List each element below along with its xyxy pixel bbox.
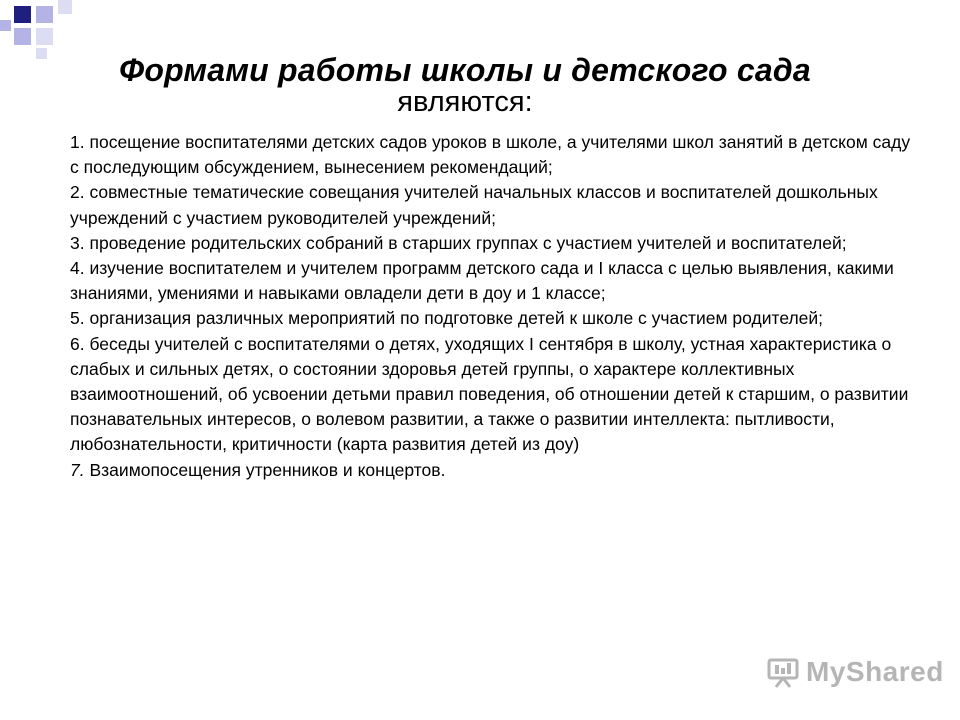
item-text: беседы учителей с воспитателями о детях, уходящих I сентября в школу, устная характеристика о слабых и сильных детях, о состоянии здоровья детей группы, о характере коллективных взаимоотношений, об усвоении детьми правил поведения, об отношении детей к старшим, о развитии познавательных интересов, о волевом развитии, а также о развитии интеллекта: пытливости, любознательности, критичности (карта развития детей из доу) xyxy=(70,333,909,455)
item-number: 3. xyxy=(70,232,85,253)
item-number: 5. xyxy=(70,308,85,329)
slide-body xyxy=(70,130,920,483)
list-item xyxy=(70,130,920,180)
presentation-board-icon xyxy=(766,655,800,689)
item-text: посещение воспитателями детских садов уроков в школе, а учителями школ занятий в детском саду с последующим обсуждением, вынесением рекомендаций; xyxy=(70,132,911,178)
slide-title-continuation: являются: xyxy=(397,86,533,118)
logo-text: MyShared xyxy=(806,656,944,687)
item-number: 2. xyxy=(70,182,85,203)
list-item xyxy=(70,256,920,306)
slide-title: Формами работы школы и детского сада xyxy=(119,52,811,88)
list-item xyxy=(70,231,920,256)
item-number: 4. xyxy=(70,258,85,279)
item-number: 6. xyxy=(70,333,85,354)
item-text: проведение родительских собраний в старших группах с участием учителей и воспитателей; xyxy=(89,232,847,253)
item-number: 7. xyxy=(70,459,85,480)
myshared-logo xyxy=(766,652,944,692)
list-item xyxy=(70,458,920,483)
item-text: организация различных мероприятий по подготовке детей к школе с участием родителей; xyxy=(89,308,824,329)
item-text: Взаимопосещения утренников и концертов. xyxy=(89,459,446,480)
list-item xyxy=(70,332,920,458)
item-text: совместные тематические совещания учителей начальных классов и воспитателей дошкольных учреждений с участием руководителей учреждений; xyxy=(70,182,878,228)
list-item xyxy=(70,306,920,331)
item-number: 1. xyxy=(70,132,85,152)
list-item xyxy=(70,180,920,230)
item-text: изучение воспитателем и учителем программ детского сада и I класса с целью выявления, какими знаниями, умениями и навыками овладели дети в доу и 1 классе; xyxy=(70,258,894,304)
